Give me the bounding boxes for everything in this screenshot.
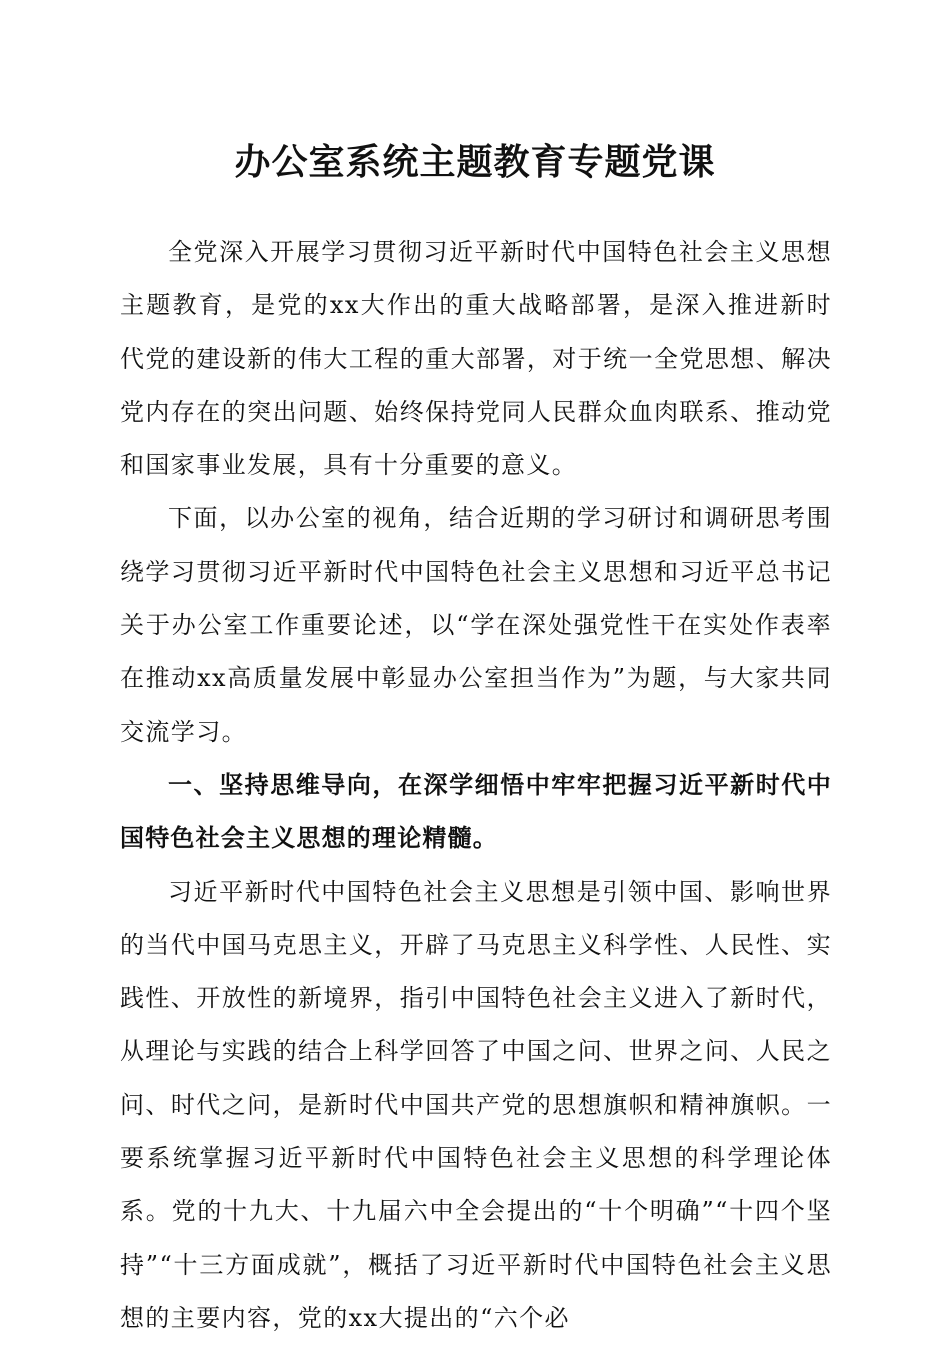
document-body (120, 226, 832, 1345)
document-title: 办公室系统主题教育专题党课 (234, 141, 716, 183)
paragraph-topic: 下面，以办公室的视角，结合近期的学习研讨和调研思考围绕学习贯彻习近平新时代中国特色社会主义思想和习近平总书记关于办公室工作重要论述，以“学在深处强党性干在实处作表率在推动xx高质量发展中彰显办公室担当作为”为题，与大家共同交流学习。 (120, 504, 832, 746)
section-heading-1: 一、坚持思维导向，在深学细悟中牢牢把握习近平新时代中国特色社会主义思想的理论精髓。 (120, 770, 832, 853)
paragraph-section-1: 习近平新时代中国特色社会主义思想是引领中国、影响世界的当代中国马克思主义，开辟了马克思主义科学性、人民性、实践性、开放性的新境界，指引中国特色社会主义进入了新时代，从理论与实践的结合上科学回答了中国之问、世界之问、人民之问、时代之问，是新时代中国共产党的思想旗帜和精神旗帜。一要系统掌握习近平新时代中国特色社会主义思想的科学理论体系。党的十九大、十九届六中全会提出的“十个明确”“十四个坚持”“十三方面成就”，概括了习近平新时代中国特色社会主义思想的主要内容，党的xx大提出的“六个必 (120, 877, 832, 1332)
paragraph-intro: 全党深入开展学习贯彻习近平新时代中国特色社会主义思想主题教育，是党的xx大作出的重大战略部署，是深入推进新时代党的建设新的伟大工程的重大部署，对于统一全党思想、解决党内存在的突出问题、始终保持党同人民群众血肉联系、推动党和国家事业发展，具有十分重要的意义。 (120, 238, 832, 480)
